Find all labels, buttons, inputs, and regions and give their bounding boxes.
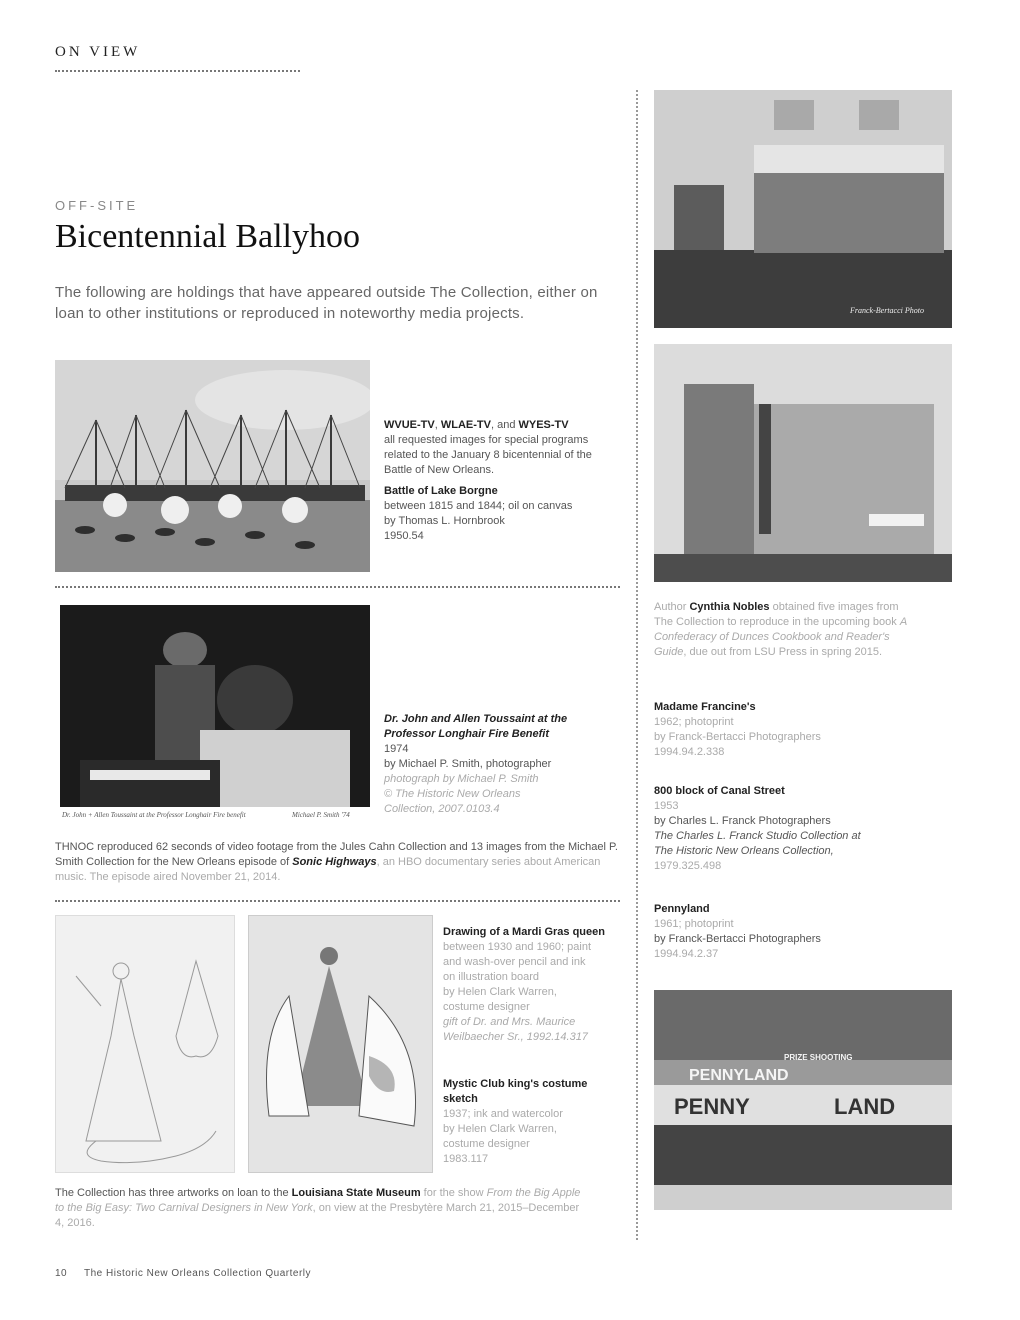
station-wlae: WLAE-TV	[440, 419, 491, 431]
column-divider	[636, 90, 638, 1240]
station-wvue: WVUE-TV	[384, 419, 435, 431]
queen-drawing	[55, 915, 235, 1173]
artwork-title: Battle of Lake Borgne	[384, 485, 498, 497]
sonic-highways-note: THNOC reproduced 62 seconds of video footage from the Jules Cahn Collection and 13 images from the Michael P. Smith Collection for the New Orleans episode of Sonic Highways, an HBO documentary series about American music. The episode aired November 21, 2014.	[55, 841, 618, 883]
king-title: Mystic Club king's costume sketch	[443, 1078, 588, 1105]
madame-caption: Madame Francine's 1962; photoprint by Franck-Bertacci Photographers 1994.94.2.338	[654, 701, 821, 758]
accession-number: 1950.54	[384, 530, 424, 542]
header-divider	[55, 70, 300, 72]
photo1-inscription: Franck-Bertacci Photo	[850, 306, 924, 315]
drjohn-title: Dr. John and Allen Toussaint at the Professor Longhair Fire Benefit	[384, 713, 568, 740]
photo-inscription-left: Dr. John + Allen Toussaint at the Professor Longhair Fire benefit	[62, 811, 246, 819]
sign-penny: PENNY	[674, 1094, 750, 1119]
photo-inscription-right: Michael P. Smith '74	[292, 811, 350, 819]
intro-text: The following are holdings that have appeared outside The Collection, either on loan to other institutions or reproduced in noteworthy media projects.	[55, 284, 598, 322]
request-text: all requested images for special programs related to the January 8 bicentennial of the Battle of New Orleans.	[384, 434, 592, 476]
canal-street-photo	[654, 344, 952, 582]
running-head: ON VIEW	[55, 44, 141, 60]
sign-pennyland: PENNYLAND	[689, 1067, 789, 1084]
sign-land: LAND	[834, 1094, 896, 1119]
section-divider	[55, 900, 620, 902]
museum-loan-note: The Collection has three artworks on loan to the Louisiana State Museum for the show From the Big Apple to the Big Easy: Two Carnival Designers in New York, on view at the Presbytère March 21, 2015–December 4, 2016.	[55, 1187, 581, 1229]
station-wyes: WYES-TV	[518, 419, 569, 431]
ships-illustration	[55, 360, 370, 572]
publication-name: The Historic New Orleans Collection Quarterly	[84, 1268, 312, 1279]
madame-francines-photo	[654, 90, 952, 328]
drjohn-caption: Dr. John and Allen Toussaint at the Professor Longhair Fire Benefit 1974 by Michael P. Smith, photographer photograph by Michael P. Smith © The Historic New Orleans Collection, 2007.0103.4	[384, 712, 589, 817]
battle-caption: WVUE-TV, WLAE-TV, and WYES-TV all requested images for special programs related to the January 8 bicentennial of the Battle of New Orleans. Battle of Lake Borgne between 1815 and 1844; oil on canvas by Thomas L. Hornbrook 1950.54	[384, 418, 604, 544]
canal-caption: 800 block of Canal Street 1953 by Charles L. Franck Photographers The Charles L. Franck Studio Collection at The Historic New Orleans Collection, 1979.325.498	[654, 785, 861, 872]
section-label: OFF-SITE	[55, 198, 139, 213]
queen-caption: Drawing of a Mardi Gras queen between 1930 and 1960; paint and wash-over pencil and ink on illustration board by Helen Clark Warren, costume designer gift of Dr. and Mrs. Maurice Weilbaecher Sr., 1992.14.317	[443, 925, 623, 1045]
sign-prize: PRIZE SHOOTING	[784, 1053, 853, 1062]
cookbook-intro: Author Cynthia Nobles obtained five images from The Collection to reproduce in the upcoming book A Confederacy of Dunces Cookbook and Reader's Guide, due out from LSU Press in spring 2015.	[654, 601, 907, 658]
pennyland-photo	[654, 990, 952, 1210]
page-title: Bicentennial Ballyhoo	[55, 218, 360, 255]
drjohn-photo	[60, 605, 370, 807]
tv-stations: WVUE-TV, WLAE-TV, and WYES-TV	[384, 419, 569, 431]
battle-painting	[55, 360, 370, 572]
king-sketch	[248, 915, 433, 1173]
queen-title: Drawing of a Mardi Gras queen	[443, 926, 605, 938]
king-caption: Mystic Club king's costume sketch 1937; ink and watercolor by Helen Clark Warren, costume designer 1983.117	[443, 1077, 603, 1167]
section-divider	[55, 586, 620, 588]
page-number: 10	[55, 1268, 68, 1279]
pennyland-caption: Pennyland 1961; photoprint by Franck-Bertacci Photographers 1994.94.2.37	[654, 903, 821, 960]
